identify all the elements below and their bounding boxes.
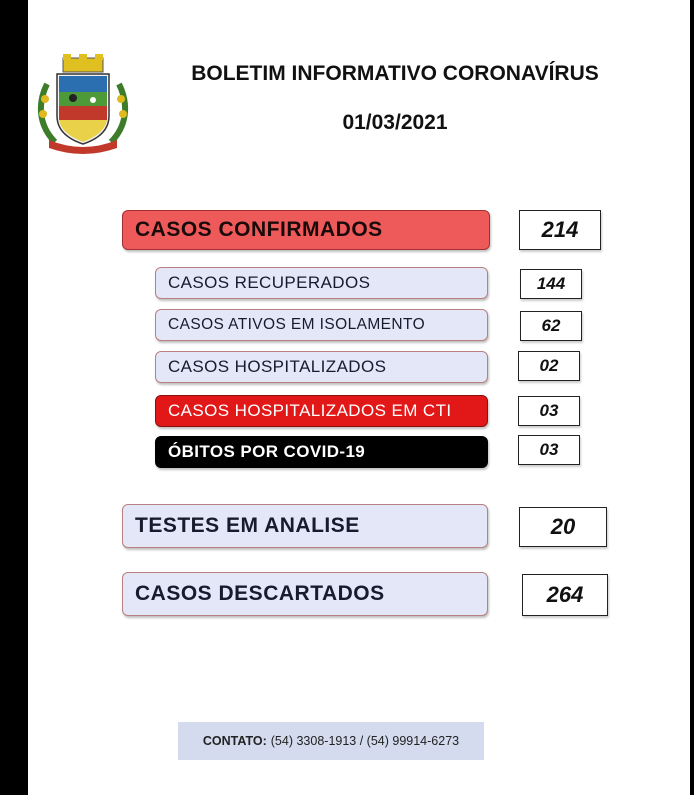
tests-pending-text: TESTES EM ANALISE [135,514,360,537]
deaths-text: ÓBITOS POR COVID-19 [168,442,366,461]
active-isolation-label [155,309,488,341]
hospitalized-label [155,351,488,383]
contact-phones: (54) 3308-1913 / (54) 99914-6273 [270,734,460,748]
recovered-cases-text: CASOS RECUPERADOS [168,273,371,292]
page-edge [690,0,694,795]
discarded-cases-label [122,572,488,616]
confirmed-cases-text: CASOS CONFIRMADOS [135,218,383,241]
bulletin-date: 01/03/2021 [342,111,448,134]
discarded-cases-value: 264 [522,574,608,616]
tests-pending-value: 20 [519,507,607,547]
hospitalized-value: 02 [518,351,580,381]
bulletin-title: BOLETIM INFORMATIVO CORONAVÍRUS [191,62,599,85]
active-isolation-text: CASOS ATIVOS EM ISOLAMENTO [168,316,426,333]
hospitalized-text: CASOS HOSPITALIZADOS [168,357,387,376]
confirmed-cases-value: 214 [519,210,601,250]
icu-hospitalized-label [155,395,488,427]
icu-hospitalized-text: CASOS HOSPITALIZADOS EM CTI [168,401,452,420]
coat-of-arms-icon [33,54,133,154]
recovered-cases-value: 144 [520,269,582,299]
discarded-cases-text: CASOS DESCARTADOS [135,582,385,605]
contact-box [178,722,484,760]
deaths-value: 03 [518,435,580,465]
active-isolation-value: 62 [520,311,582,341]
deaths-label [155,436,488,468]
recovered-cases-label [155,267,488,299]
tests-pending-label [122,504,488,548]
contact-label: CONTATO: [202,734,267,748]
confirmed-cases-label [122,210,490,250]
icu-hospitalized-value: 03 [518,396,580,426]
